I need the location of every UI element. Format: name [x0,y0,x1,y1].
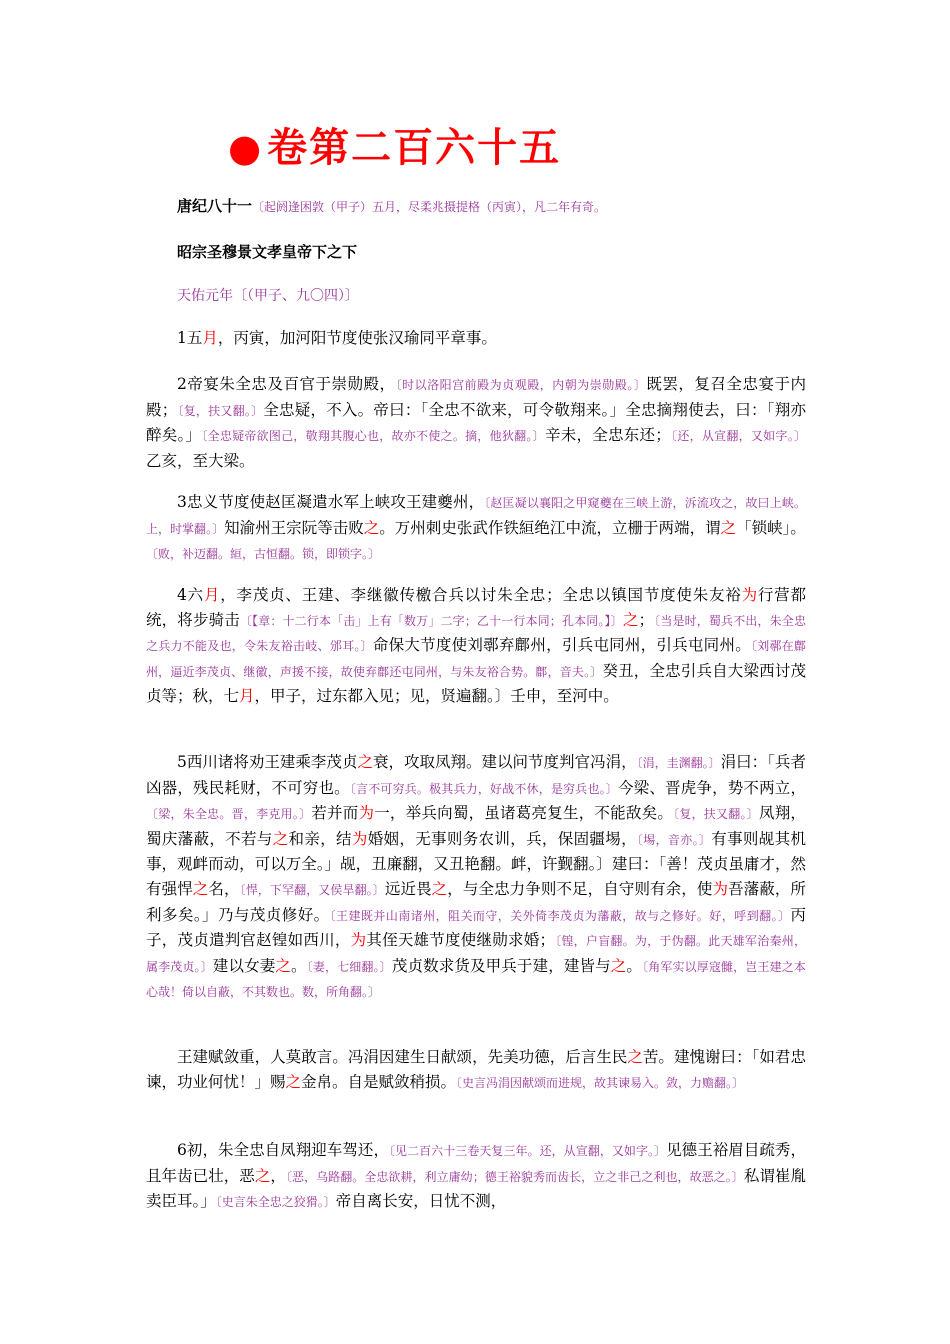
text-run: 建以女妻 [212,956,276,975]
highlighted-char: 之 [720,518,737,537]
highlighted-char: 为 [358,804,375,823]
text-run: 和亲，结 [288,829,352,848]
annotation-note: 〔埸，音亦。〕 [636,832,712,847]
dynasty-note: 〔起阏逢困敦（甲子）五月，尽柔兆摄提格（丙寅），凡二年有奇。 [252,200,607,214]
dynasty-header [177,194,606,219]
paragraph [146,372,806,473]
highlighted-char: 月 [203,586,221,604]
highlighted-char: 之 [272,829,289,848]
highlighted-char: 之 [192,879,209,898]
text-run: ，与全忠力争则不足，自守则有余，使 [447,879,713,898]
era-heading: 天佑元年〔（甲子、九〇四）〕 [177,288,359,304]
text-run: 茂贞数求货及甲兵于建，建皆与 [391,956,611,975]
text-run: 一，举兵向蜀，虽诸葛亮复生，不能敌矣。 [374,804,674,823]
text-run: 远近畏 [384,879,432,898]
text-run: 6初，朱全忠自凤翔迎车驾还， [177,1141,389,1159]
highlighted-char: 为 [350,931,367,950]
text-run: 乙亥，至大梁。 [146,451,255,470]
text-run: 全忠疑，不入。帝曰：「全忠不欲来，可令敬翔来。」全忠摘翔使去，曰：「翔亦醉矣。」 [146,400,806,445]
text-run: 3忠义节度使赵匡凝遣水军上峡攻王建夔州， [177,493,485,511]
annotation-note: 〔败，补迈翻。絙，古恒翻。锁，即锁字。〕 [146,547,381,562]
annotation-note: 〔复，扶又翻。〕 [673,807,759,822]
bullet-icon: ● [228,125,264,170]
text-run: 今梁、晋虎争，势不两立， [617,778,806,797]
highlighted-char: 之 [627,1048,643,1066]
text-run: 2帝宴朱全忠及百官于崇勋殿， [177,375,396,393]
chapter-title-text: 卷第二百六十五 [267,124,562,171]
text-run: 婚姻，无事则务农训，兵，保固疆埸， [367,829,637,848]
highlighted-char: 为 [741,586,758,604]
paragraph [146,750,806,1005]
text-run: 命保大节度使刘鄩弃鄜州，引兵屯同州，引兵屯同州。 [372,636,751,655]
highlighted-char: 之 [254,1166,271,1185]
text-run: 见德王裕眉目疏秀，且年齿已壮，恶 [146,1141,806,1185]
annotation-note: 〔悍，下罕翻，又侯旱翻。〕 [239,882,385,897]
text-run: 1五 [177,329,203,347]
text-run: ，李茂贞、王建、李继徽传檄合兵以讨朱全忠；全忠以镇国节度使朱友裕 [220,586,742,604]
text-run: 有事则觇其机事，观衅而动，可以万全。」觇，丑廉翻，又丑艳翻。衅，许觐翻。〕建曰：「善！茂贞虽庸才，然有强悍 [146,829,806,898]
text-run: 5西川诸将劝王建乘李茂贞 [177,753,358,771]
text-run: 苦。建愧谢曰：「如君忠谏，功业何忧！」赐 [146,1048,806,1091]
text-run: 癸丑，全忠引兵自大梁西讨茂贞等；秋，七 [146,661,806,706]
text-run: 丙子，茂贞遣判官赵锽如西川， [146,905,806,950]
highlighted-char: 之 [622,610,639,629]
annotation-note: 〔王建既并山南诸州，阻关而守，关外倚李茂贞为藩蔽，故与之修好。好，呼到翻。〕 [329,908,791,923]
text-run: 既罢，复召全忠宴于内殿； [146,375,806,419]
text-run: 若并而 [311,804,359,823]
paragraph [146,326,806,351]
highlighted-char: 为 [712,879,729,898]
highlighted-char: 月 [239,687,255,706]
annotation-note: 〔时以洛阳宫前殿为贞观殿，内朝为崇勋殿。〕 [395,378,647,392]
text-run: ，甲子，过东都入见；见，贤遍翻。〕壬申，至河中。 [254,687,619,706]
paragraph [146,1045,806,1095]
annotation-note: 〔恶，乌路翻。全忠欲耕，利立庸幼；德王裕貌秀而齿长，立之非己之利也，故恶之。〕 [285,1169,744,1184]
annotation-note: 〔刘鄩在鄜州，逼近李茂贞、继徽，声援不接，故使弃鄜还屯同州，与朱友裕合势。鄜，音夫。〕 [146,639,806,679]
text-run: 。 [626,956,643,975]
highlighted-char: 为 [351,829,368,848]
text-run: 。 [291,956,307,975]
annotation-note: 〔涓，圭渊翻。〕 [636,756,721,770]
emperor-heading: 昭宗圣穆景文孝皇帝下之下 [177,243,358,261]
text-run: 涓曰：「兵者凶器，残民耗财，不可穷也。 [146,753,806,797]
highlighted-char: 月 [202,329,218,347]
annotation-note: 〔见二百六十三卷天复三年。还，从宣翻，又如字。〕 [389,1144,667,1158]
highlighted-char: 之 [431,879,448,898]
text-run: 知渝州王宗阮等击败 [224,518,364,537]
text-run: 其侄天雄节度使继勋求婚； [366,931,555,950]
paragraph [146,583,806,709]
annotation-note: 〔言不可穷兵。极其兵力，好战不休，是穷兵也。〕 [349,781,618,796]
text-run: 私谓崔胤卖臣耳。」 [146,1166,806,1211]
text-run: 凤翔，蜀庆藩蔽，不若与 [146,804,806,848]
highlighted-char: 之 [357,753,373,771]
annotation-note: 〔史言朱全忠之狡猾。〕 [215,1195,336,1210]
chapter-title [228,120,561,176]
text-run: ，丙寅，加河阳节度使张汉瑜同平章事。 [217,329,497,347]
text-run: 。万州刺史张武作铁絙绝江中流，立栅于两端，谓 [379,518,721,537]
highlighted-char: 之 [285,1072,302,1091]
highlighted-char: 之 [363,518,380,537]
text-run: 王建赋敛重，人莫敢言。冯涓因建生日献颂，先美功德，后言生民 [177,1048,628,1066]
dynasty-label: 唐纪八十一 [177,197,253,215]
text-run: 行营都统，将步骑击 [146,586,806,629]
paragraph [146,1138,806,1215]
annotation-note: 〔梁，朱全忠。晋，李克用。〕 [146,807,312,822]
annotation-note: 〔还，从宣翻，又如字。〕 [670,429,806,444]
text-run: 4六 [177,586,204,604]
annotation-note: 〔当是时，蜀兵不出，朱全忠之兵力不能及也，令朱友裕击岐、邠耳。〕 [146,613,806,654]
annotation-note: 〔妻，七细翻。〕 [306,959,392,974]
annotation-note: 〔复，扶又翻。〕 [177,403,264,418]
highlighted-char: 之 [610,956,627,975]
text-run: 「锁峡」。 [736,518,806,537]
annotation-note: 〔【章：十二行本「击」上有「数万」二字；乙十一行本同；孔本同。】〕 [239,613,623,628]
annotation-note: 〔角军实以厚寇雠，岂王建之本心哉！倚以自蔽，不其数也。数，所角翻。〕 [146,959,806,1000]
text-run: 吾藩蔽，所利多矣。」乃与茂贞修好。 [146,879,806,924]
text-run: ； [638,610,655,629]
text-run: 金帛。自是赋敛稍损。 [301,1072,457,1091]
text-run: 辛未，全忠东还； [544,426,671,445]
text-run: ， [270,1166,286,1185]
annotation-note: 〔赵匡凝以襄阳之甲窥夔在三峡上游，泝流攻之，故曰上峡。上，时掌翻。〕 [146,496,806,536]
annotation-note: 〔史言冯涓因献颂而进规，故其谏易入。敛，力赡翻。〕 [456,1075,745,1090]
annotation-note: 〔锽，户盲翻。为，于伪翻。此天雄军治秦州，属李茂贞。〕 [146,934,806,974]
text-run: 衰，攻取凤翔。建以问节度判官冯涓， [372,753,637,771]
paragraph [146,490,806,567]
text-run: 名， [208,879,240,898]
annotation-note: 〔全忠疑帝欲图己，敬翔其腹心也，故亦不使之。摘，他狄翻。〕 [201,429,545,444]
text-run: 帝自离长安，日忧不测， [335,1192,507,1211]
highlighted-char: 之 [275,956,292,975]
